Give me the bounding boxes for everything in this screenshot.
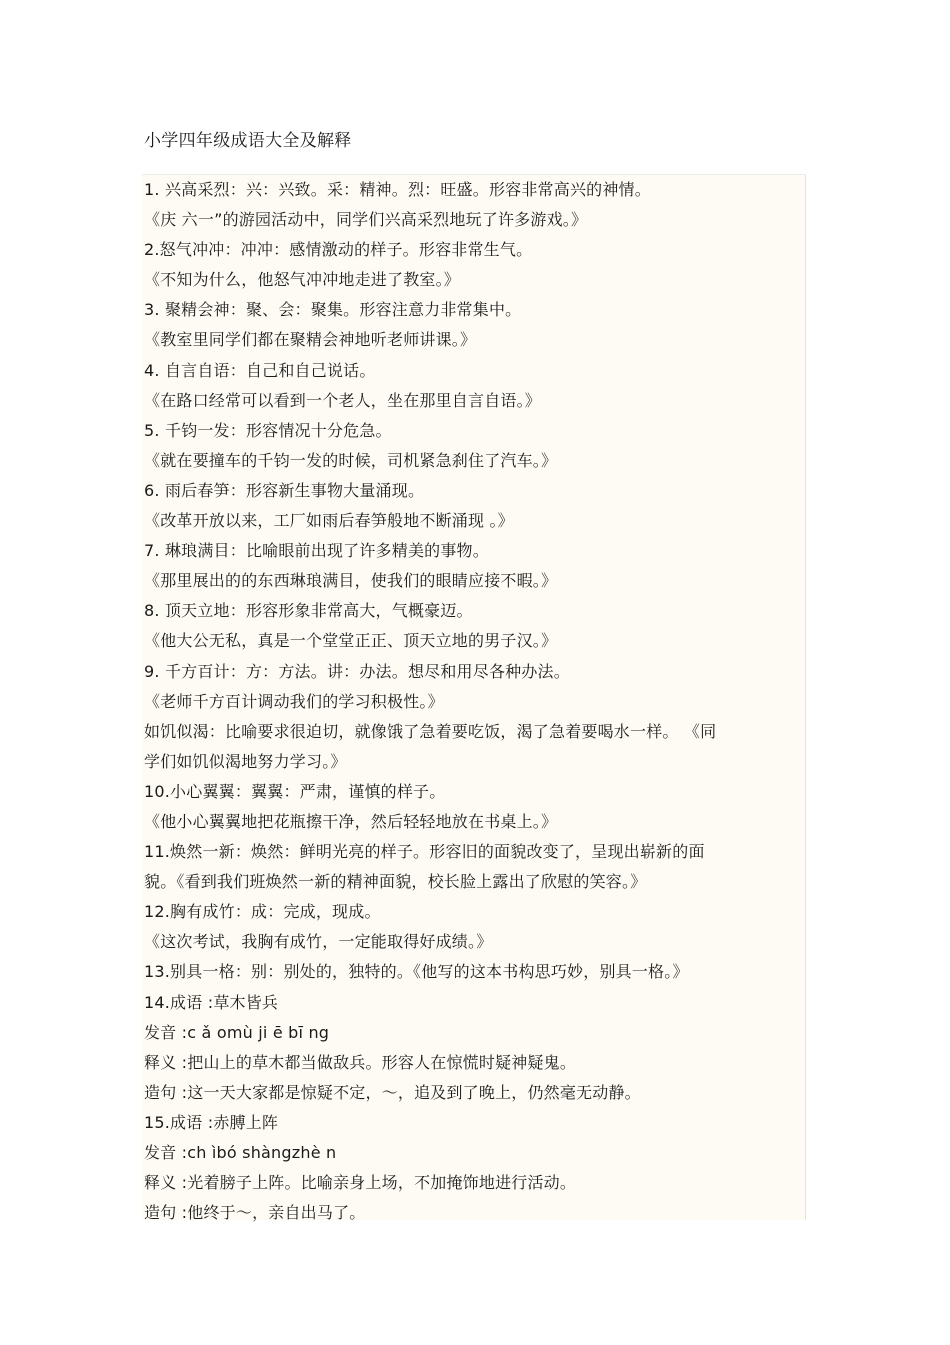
text-line: 《不知为什么，他怒气冲冲地走进了教室。》 <box>144 270 461 290</box>
text-line: 10.小心翼翼：翼翼：严肃，谨慎的样子。 <box>144 781 446 801</box>
text-line: 《老师千方百计调动我们的学习积极性。》 <box>144 691 444 711</box>
text-line: 4. 自言自语：自己和自己说话。 <box>144 360 376 380</box>
text-line: 15.成语 :赤膊上阵 <box>144 1112 279 1132</box>
text-line: 8. 顶天立地：形容形象非常高大，气概豪迈。 <box>144 601 473 621</box>
text-line: 1. 兴高采烈：兴：兴致。采：精神。烈：旺盛。形容非常高兴的神情。 <box>144 180 651 199</box>
document-body <box>142 174 806 1223</box>
text-line: 《教室里同学们都在聚精会神地听老师讲课。》 <box>144 330 477 350</box>
text-line: 《这次考试，我胸有成竹，一定能取得好成绩。》 <box>144 932 493 952</box>
text-line: 5. 千钧一发：形容情况十分危急。 <box>144 420 392 440</box>
text-line: 11.焕然一新：焕然：鲜明光亮的样子。形容旧的面貌改变了，呈现出崭新的面 <box>144 842 705 862</box>
text-line: 释义 :把山上的草木都当做敌兵。形容人在惊慌时疑神疑鬼。 <box>144 1052 577 1072</box>
text-line: 释义 :光着膀子上阵。比喻亲身上场，不加掩饰地进行活动。 <box>144 1173 577 1193</box>
text-line: 发音 :c ǎ omù ji ē bī ng <box>144 1022 330 1042</box>
text-line: 《在路口经常可以看到一个老人，坐在那里自言自语。》 <box>144 390 542 410</box>
text-line: 貌。《看到我们班焕然一新的精神面貌，校长脸上露出了欣慰的笑容。》 <box>144 872 647 892</box>
text-line: 《他大公无私，真是一个堂堂正正、顶天立地的男子汉。》 <box>144 631 558 651</box>
text-line: 3. 聚精会神：聚、会：聚集。形容注意力非常集中。 <box>144 300 522 320</box>
text-line: 12.胸有成竹：成：完成，现成。 <box>144 902 381 922</box>
text-line: 6. 雨后春笋：形容新生事物大量涌现。 <box>144 480 425 500</box>
text-line: 造句 :这一天大家都是惊疑不定，～，追及到了晚上，仍然毫无动静。 <box>144 1082 641 1102</box>
text-line: 2.怒气冲冲：冲冲：感情激动的样子。形容非常生气。 <box>144 240 533 260</box>
text-line: 《那里展出的的东西琳琅满目，使我们的眼睛应接不暇。》 <box>144 571 558 591</box>
text-line: 14.成语 :草木皆兵 <box>144 992 279 1012</box>
text-line: 9. 千方百计：方：方法。讲：办法。想尽和用尽各种办法。 <box>144 661 570 681</box>
text-line: 学们如饥似渴地努力学习。》 <box>144 751 347 771</box>
text-line: 《庆 六一”的游园活动中，同学们兴高采烈地玩了许多游戏。》 <box>144 210 588 230</box>
document-title: 小学四年级成语大全及解释 <box>144 131 352 151</box>
text-line: 造句 :他终于～，亲自出马了。 <box>144 1203 366 1223</box>
text-line: 13.别具一格：别：别处的，独特的。《他写的这本书构思巧妙，别具一格。》 <box>144 962 689 982</box>
text-line: 发音 :ch ìbó shàngzhè n <box>144 1143 337 1162</box>
text-line: 《改革开放以来，工厂如雨后春笋般地不断涌现 。》 <box>144 511 514 531</box>
text-line: 7. 琳琅满目：比喻眼前出现了许多精美的事物。 <box>144 541 489 561</box>
text-line: 《就在要撞车的千钧一发的时候，司机紧急刹住了汽车。》 <box>144 450 558 470</box>
text-line: 如饥似渴：比喻要求很迫切，就像饿了急着要吃饭，渴了急着要喝水一样。 《同 <box>144 721 717 741</box>
text-line: 《他小心翼翼地把花瓶擦干净，然后轻轻地放在书桌上。》 <box>144 811 558 831</box>
